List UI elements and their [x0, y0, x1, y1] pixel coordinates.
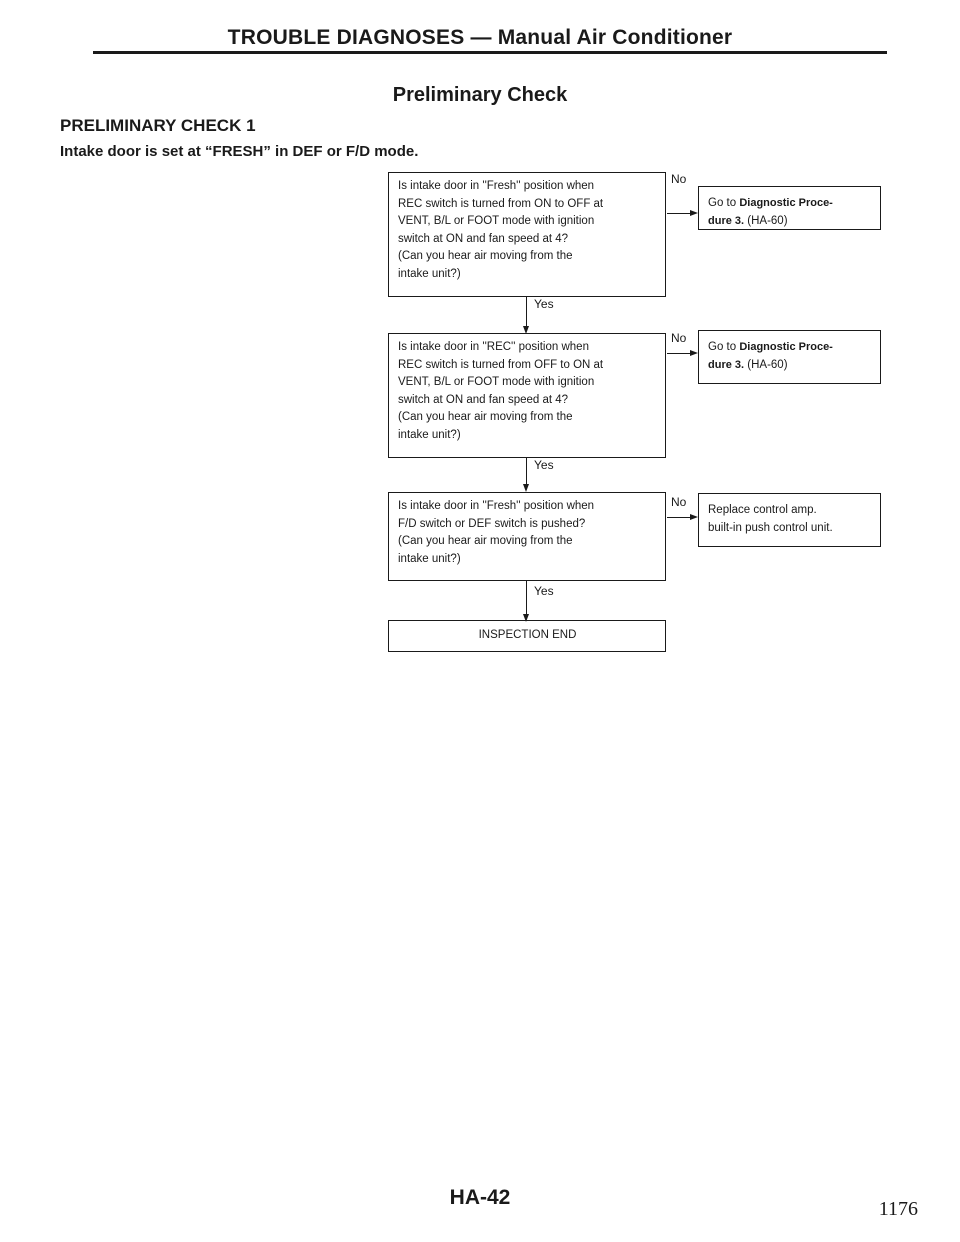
result-box-3 — [698, 493, 881, 547]
no-connector-3 — [667, 517, 691, 518]
check-subtitle: Intake door is set at “FRESH” in DEF or F/D mode. — [60, 143, 419, 160]
no-connector-2 — [667, 353, 691, 354]
result-1-bold: Diagnostic Proce- dure 3. — [708, 197, 833, 227]
result-2-suffix: (HA-60) — [744, 358, 788, 371]
check-heading: PRELIMINARY CHECK 1 — [60, 116, 256, 135]
no-connector-1 — [667, 213, 691, 214]
result-2-bold: Diagnostic Proce- dure 3. — [708, 341, 833, 371]
question-box-1: Is intake door in ''Fresh'' position when REC switch is turned from ON to OFF at VENT, B/L or FOOT mode with ignition switch at ON and fan speed at 4? (Can you hear air moving from the intake unit?) — [388, 172, 666, 297]
yes-connector-3 — [526, 581, 527, 617]
page-number: HA-42 — [449, 1186, 511, 1209]
header-rule — [93, 51, 887, 54]
yes-label-3: Yes — [534, 584, 554, 598]
result-1-suffix: (HA-60) — [744, 214, 788, 227]
yes-label-2: Yes — [534, 458, 554, 472]
no-arrow-1 — [690, 210, 698, 216]
yes-label-1: Yes — [534, 297, 554, 311]
document-number: 1176 — [878, 1198, 918, 1220]
yes-connector-1 — [526, 297, 527, 329]
result-3-text: Replace control amp. built-in push control unit. — [708, 504, 833, 534]
question-box-3: Is intake door in ''Fresh'' position when F/D switch or DEF switch is pushed? (Can you hear air moving from the intake unit?) — [388, 492, 666, 581]
question-box-2: Is intake door in ''REC'' position when REC switch is turned from OFF to ON at VENT, B/L or FOOT mode with ignition switch at ON and fan speed at 4? (Can you hear air moving from the intake unit?) — [388, 333, 666, 458]
inspection-end-box: INSPECTION END — [388, 620, 666, 652]
page-header-title: TROUBLE DIAGNOSES — Manual Air Conditioner — [227, 26, 733, 49]
result-1-prefix: Go to — [708, 197, 740, 209]
result-box-1 — [698, 186, 881, 230]
yes-arrow-2 — [523, 484, 529, 492]
result-box-2 — [698, 330, 881, 384]
no-label-1: No — [671, 172, 687, 186]
result-2-prefix: Go to — [708, 341, 740, 353]
no-label-3: No — [671, 495, 687, 509]
no-arrow-2 — [690, 350, 698, 356]
no-arrow-3 — [690, 514, 698, 520]
no-label-2: No — [671, 331, 687, 345]
section-title: Preliminary Check — [392, 84, 568, 106]
